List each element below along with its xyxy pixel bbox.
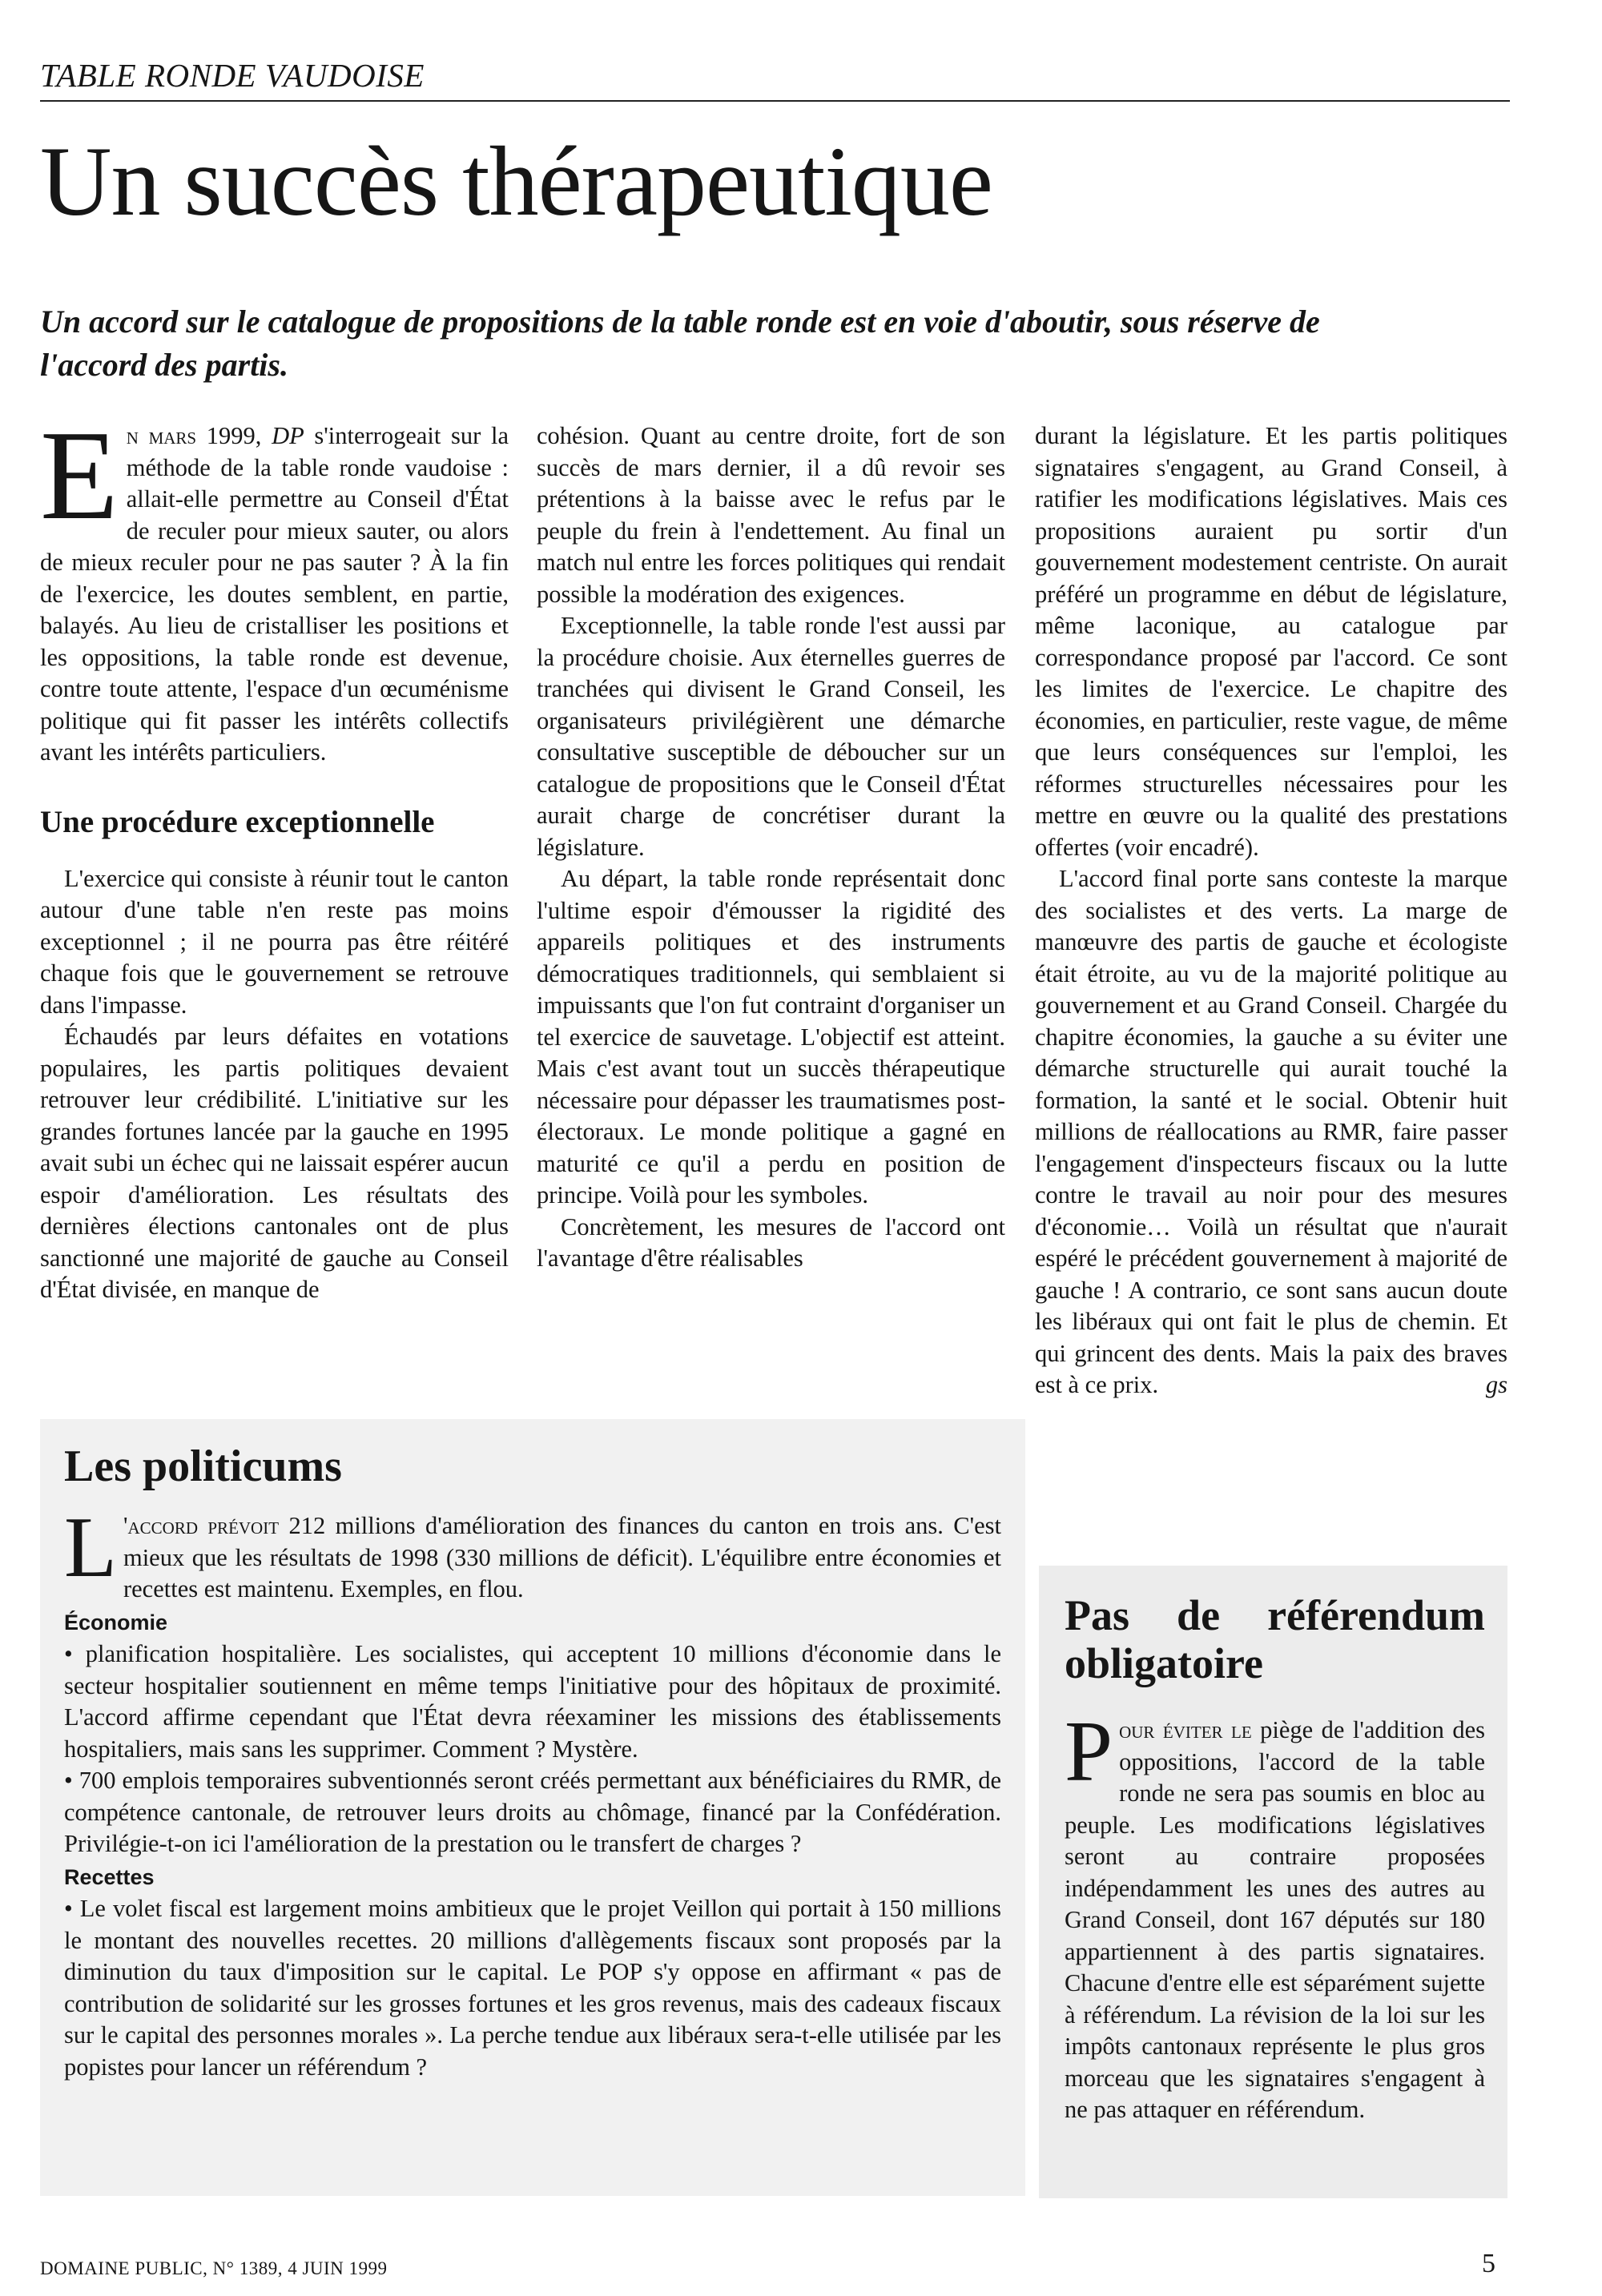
lead-smallcaps: our éviter le xyxy=(1119,1716,1252,1743)
page-footer: DOMAINE PUBLIC, N° 1389, 4 JUIN 1999 xyxy=(40,2258,388,2278)
article-column-1 xyxy=(40,404,509,1306)
sidebar-box-referendum xyxy=(1039,1566,1507,2198)
box-intro: L 'accord prévoit 212 millions d'amélioration des finances du canton en trois ans. C'est mieux que les résultats de 1998 (330 millions de déficit). L'équilibre entre économies et recettes est maintenu. Exemples, en flou. xyxy=(64,1500,1002,1602)
drop-cap: L xyxy=(64,1500,117,1595)
drop-cap: E xyxy=(40,404,119,546)
article-subhead: Une procédure exceptionnelle xyxy=(40,804,435,839)
article-paragraph: L'exercice qui consiste à réunir tout le canton autour d'une table n'en reste pas moins exceptionnel ; il ne pourra pas être réitéré chaque fois que le gouvernement se retrouve dans l'impasse. xyxy=(40,864,509,1019)
article-paragraph: cohésion. Quant au centre droite, fort de son succès de mars dernier, il a dû revoir ses prétentions à la baisse avec le refus par le peuple du frein à l'endettement. Au final un match nul entre les forces politiques qui rendait possible la modération des exigences. xyxy=(537,422,1005,608)
lead-smallcaps: n mars xyxy=(126,422,197,449)
box-section-heading: Recettes xyxy=(64,1864,155,1889)
article-lede: Un accord sur le catalogue de propositions de la table ronde est en voie d'aboutir, sous réserve de l'accord des partis. xyxy=(40,304,1320,383)
sidebar-box-politicums xyxy=(40,1419,1025,2196)
article-column-2 xyxy=(537,420,1005,1275)
article-paragraph: Exceptionnelle, la table ronde l'est aussi par la procédure choisie. Aux éternelles guerres de tranchées qui divisent le Grand Conseil, les organisateurs privilégièrent une démarche consultative susceptible de déboucher sur un catalogue de propositions que le Conseil d'État aurait charge de concrétiser durant la législature. xyxy=(537,612,1005,861)
lead-smallcaps: 'accord prévoit xyxy=(123,1512,280,1539)
article-paragraph: Échaudés par leurs défaites en votations populaires, les partis politiques devaient retrouver leur crédibilité. L'initiative sur les grandes fortunes lancée par la gauche en 1995 avait subi un échec qui ne laissait espérer aucun espoir d'amélioration. Les résultats des dernières élections cantonales ont de plus sanctionné une majorité de gauche au Conseil d'État divisée, en manque de xyxy=(40,1023,509,1303)
publication-name: DP xyxy=(272,422,304,449)
section-kicker: TABLE RONDE VAUDOISE xyxy=(40,57,425,94)
box-list-item: • planification hospitalière. Les socialistes, qui acceptent 10 millions d'économie dans le secteur hospitalier soutiennent en même temps l'initiative pour des hôpitaux de proximité. L'accord affirme cependant que l'État devra réexaminer les missions des établissements hospitaliers, mais sans les supprimer. Comment ? Mystère. xyxy=(64,1640,1001,1763)
header-rule xyxy=(40,100,1510,102)
article-paragraph: L'accord final porte sans conteste la marque des socialistes et des verts. La marge de manœuvre des partis de gauche et écologiste était étroite, au vu de la majorité politique au gouvernement et au Grand Conseil. Chargée du chapitre économies, la gauche a su éviter une démarche structurelle qui aurait touché la formation, la santé et le social. Obtenir huit millions de réallocations au RMR, faire passer l'engagement d'inspecteurs fiscaux ou la lutte contre le travail au noir pour des mesures d'économie… Voilà un résultat que n'aurait espéré le précédent gouvernement à majorité de gauche ! A contrario, ce sont sans aucun doute les libéraux qui ont fait le plus de chemin. Et qui grincent des dents. Mais la paix des braves est à ce prix. gs xyxy=(1035,863,1507,1401)
article-paragraph: Au départ, la table ronde représentait donc l'ultime espoir d'émousser la rigidité des appareils politiques et des instruments démocratiques traditionnels, qui semblaient si impuissants que l'on fut contraint d'organiser un tel exercice de sauvetage. L'objectif est atteint. Mais c'est avant tout un succès thérapeutique nécessaire pour dépasser les traumatismes post-électoraux. Le monde politique a gagné en maturité ce qu'il a perdu en position de principe. Voilà pour les symboles. xyxy=(537,865,1005,1208)
article-paragraph: Concrètement, les mesures de l'accord ont l'avantage d'être réalisables xyxy=(537,1212,1005,1272)
box-list-item: • 700 emplois temporaires subventionnés seront créés permettant aux bénéficiaires du RMR, de compétence cantonale, de retrouver leurs droits au chômage, financé par la Confédération. Privilégie-t-on ici l'amélioration de la prestation ou le transfert de charges ? xyxy=(64,1767,1001,1857)
box-title: Les politicums xyxy=(64,1442,342,1491)
author-signature: gs xyxy=(1485,1371,1507,1398)
article-paragraph: En mars 1999, DP s'interrogeait sur la méthode de la table ronde vaudoise : allait-elle permettre au Conseil d'État de reculer pour mieux sauter, ou alors de mieux reculer pour ne pas sauter ? À la fin de l'exercice, les doutes semblent, en partie, balayés. Au lieu de cristalliser les positions et les oppositions, la table ronde est devenue, contre toute attente, l'espace d'un œcuménisme politique qui fit passer les intérêts collectifs avant les intérêts particuliers. xyxy=(40,404,509,766)
box-body: Pour éviter le piège de l'addition des oppositions, l'accord de la table ronde ne sera pas soumis en bloc au peuple. Les modifications législatives seront au contraire proposées indépendamment les unes des autres au Grand Conseil, dont 167 députés sur 180 appartiennent à des partis signataires. Chacune d'entre elle est séparément sujette à référendum. La révision de la loi sur les impôts cantonaux représente le plus gros morceau que les signataires s'engagent à ne pas attaquer en référendum. xyxy=(1065,1704,1485,2123)
article-column-3 xyxy=(1035,420,1507,1401)
article-title: Un succès thérapeutique xyxy=(40,127,992,236)
box-title: Pas de référendum obligatoire xyxy=(1065,1591,1485,1687)
box-section-heading: Économie xyxy=(64,1610,168,1635)
box-list-item: • Le volet fiscal est largement moins ambitieux que le projet Veillon qui portait à 150 millions le montant des nouvelles recettes. 20 millions d'allègements fiscaux sont proposés par la diminution du taux d'imposition sur le capital. Le POP s'y oppose en affirmant « pas de contribution de solidarité sur les grosses fortunes et les gros revenus, mais des cadeaux fiscaux sur le capital des personnes morales ». La perche tendue aux libéraux sera-t-elle utilisée par les popistes pour lancer un référendum ? xyxy=(64,1895,1001,2081)
page-number: 5 xyxy=(1482,2249,1495,2278)
drop-cap: P xyxy=(1065,1704,1113,1799)
article-paragraph: durant la législature. Et les partis politiques signataires s'engagent, au Grand Conseil, à ratifier les modifications législatives. Mais ces propositions auraient pu sortir d'un gouvernement modestement centriste. On aurait préféré un programme en début de législature, même laconique, au catalogue par correspondance proposé par l'accord. Ce sont les limites de l'exercice. Le chapitre des économies, en particulier, reste vague, de même que leurs conséquences sur l'emploi, les réformes structurelles nécessaires pour les mettre en œuvre ou la qualité des prestations offertes (voir encadré). xyxy=(1035,422,1507,861)
